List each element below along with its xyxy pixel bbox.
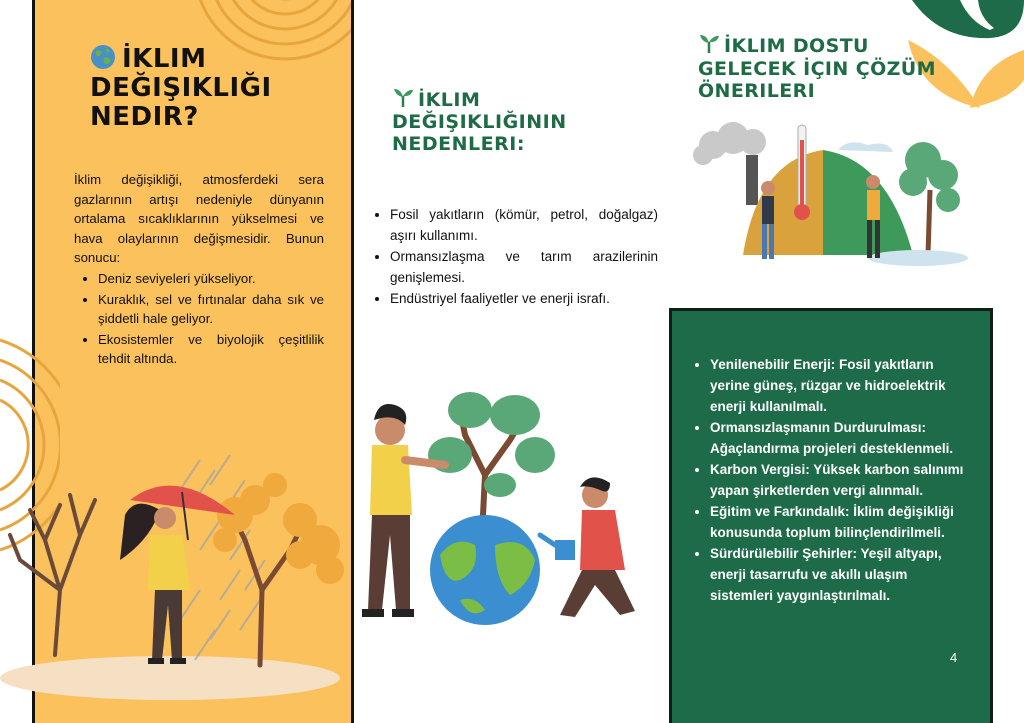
sprout-icon [392,86,414,108]
list-item: • Ormansızlaşmanın Durdurulması: Ağaçlandırma projeleri desteklenmeli. [710,417,964,459]
storm-woman-illustration [0,440,354,723]
left-bullet-list [74,269,324,369]
left-paragraph: İklim değişikliği, atmosferdeki sera gazlarının artışı nedeniyle dünyanın ortalama sıcaklıklarının yükselmesi ve hava olaylarının değişmesidir. Bunun sonucu: [74,172,324,266]
solutions-bullet-list [692,354,964,606]
globe-icon [90,44,116,70]
right-title [698,32,938,103]
page-number: 4 [950,650,958,665]
list-item: • Deniz seviyeleri yükseliyor. [98,269,324,289]
list-item: • Sürdürülebilir Şehirler: Yeşil altyapı, enerji tasarrufu ve akıllı ulaşım sistemleri yaygınlaştırılmalı. [710,543,964,606]
climate-contrast-illustration [688,120,968,270]
list-item: • Yenilenebilir Enerji: Fosil yakıtların yerine güneş, rüzgar ve hidroelektrik enerji kullanılmalı. [710,354,964,417]
list-item: • Eğitim ve Farkındalık: İklim değişikliği konusunda toplum bilinçlendirilmeli. [710,501,964,543]
left-title [90,44,320,132]
list-item: • Ekosistemler ve biyolojik çeşitlilik tehdit altında. [98,330,324,369]
list-item: • Kuraklık, sel ve fırtınalar daha sık ve şiddetli hale geliyor. [98,290,324,329]
right-title-text: İKLIM DOSTU GELECEK İÇIN ÇÖZÜM ÖNERILERI [698,35,936,102]
left-body [74,170,324,369]
middle-title-text: İKLIM DEĞIŞIKLIĞININ NEDENLERI: [392,89,567,155]
list-item: • Ormansızlaşma ve tarım arazilerinin genişlemesi. [390,247,658,288]
left-title-text: İKLIM DEĞIŞIKLIĞI NEDIR? [90,44,272,132]
list-item: • Fosil yakıtların (kömür, petrol, doğalgaz) aşırı kullanımı. [390,205,658,246]
list-item: • Endüstriyel faaliyetler ve enerji israfı. [390,289,658,310]
middle-title [392,86,622,155]
sprout-icon [698,32,720,54]
planting-globe-illustration [360,385,660,635]
middle-bullet-list [372,205,658,311]
list-item: • Karbon Vergisi: Yüksek karbon salınımı yapan şirketlerden vergi alınmalı. [710,459,964,501]
